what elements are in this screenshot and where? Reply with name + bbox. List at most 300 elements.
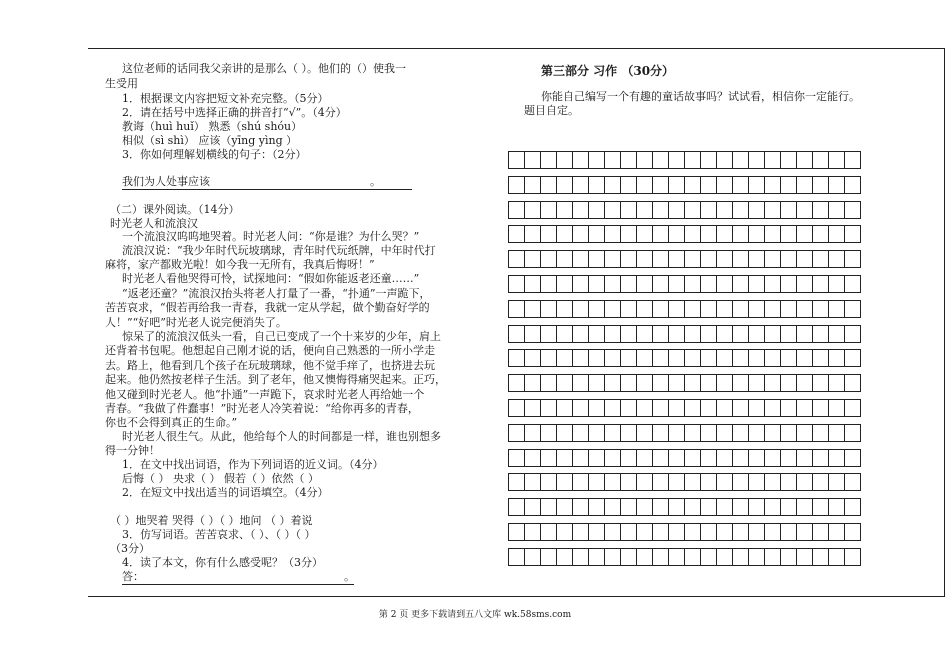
grid-cell[interactable]: [604, 424, 621, 442]
grid-cell[interactable]: [748, 176, 765, 194]
grid-cell[interactable]: [748, 498, 765, 516]
grid-cell[interactable]: [620, 250, 637, 268]
grid-cell[interactable]: [812, 325, 829, 343]
grid-cell[interactable]: [780, 523, 797, 541]
grid-cell[interactable]: [764, 250, 781, 268]
grid-cell[interactable]: [796, 275, 813, 293]
grid-cell[interactable]: [636, 201, 653, 219]
grid-cell[interactable]: [556, 473, 573, 491]
grid-cell[interactable]: [668, 250, 685, 268]
grid-cell[interactable]: [620, 275, 637, 293]
grid-cell[interactable]: [684, 151, 701, 169]
grid-cell[interactable]: [652, 473, 669, 491]
grid-cell[interactable]: [812, 151, 829, 169]
grid-cell[interactable]: [540, 523, 557, 541]
grid-cell[interactable]: [636, 300, 653, 318]
grid-cell[interactable]: [684, 325, 701, 343]
grid-cell[interactable]: [812, 201, 829, 219]
grid-cell[interactable]: [556, 151, 573, 169]
grid-cell[interactable]: [524, 523, 541, 541]
grid-cell[interactable]: [604, 325, 621, 343]
grid-cell[interactable]: [716, 548, 733, 566]
grid-cell[interactable]: [684, 300, 701, 318]
grid-cell[interactable]: [572, 498, 589, 516]
grid-cell[interactable]: [556, 225, 573, 243]
grid-cell[interactable]: [620, 523, 637, 541]
grid-cell[interactable]: [764, 225, 781, 243]
grid-cell[interactable]: [556, 176, 573, 194]
grid-cell[interactable]: [732, 498, 749, 516]
grid-cell[interactable]: [540, 201, 557, 219]
grid-cell[interactable]: [524, 349, 541, 367]
grid-cell[interactable]: [508, 374, 525, 392]
grid-cell[interactable]: [748, 449, 765, 467]
grid-cell[interactable]: [780, 449, 797, 467]
grid-cell[interactable]: [588, 275, 605, 293]
grid-cell[interactable]: [572, 250, 589, 268]
grid-cell[interactable]: [812, 424, 829, 442]
grid-cell[interactable]: [636, 523, 653, 541]
grid-cell[interactable]: [604, 201, 621, 219]
grid-cell[interactable]: [844, 250, 861, 268]
grid-cell[interactable]: [636, 498, 653, 516]
grid-cell[interactable]: [540, 250, 557, 268]
grid-cell[interactable]: [780, 250, 797, 268]
grid-cell[interactable]: [780, 325, 797, 343]
grid-cell[interactable]: [636, 325, 653, 343]
grid-cell[interactable]: [780, 275, 797, 293]
grid-cell[interactable]: [812, 300, 829, 318]
grid-cell[interactable]: [748, 275, 765, 293]
grid-cell[interactable]: [796, 548, 813, 566]
grid-cell[interactable]: [828, 151, 845, 169]
grid-cell[interactable]: [732, 424, 749, 442]
grid-cell[interactable]: [588, 201, 605, 219]
grid-cell[interactable]: [620, 151, 637, 169]
grid-cell[interactable]: [508, 548, 525, 566]
grid-cell[interactable]: [588, 424, 605, 442]
grid-cell[interactable]: [812, 225, 829, 243]
grid-cell[interactable]: [716, 300, 733, 318]
grid-cell[interactable]: [572, 325, 589, 343]
grid-cell[interactable]: [540, 473, 557, 491]
grid-cell[interactable]: [508, 176, 525, 194]
grid-cell[interactable]: [588, 300, 605, 318]
grid-cell[interactable]: [812, 275, 829, 293]
grid-cell[interactable]: [780, 300, 797, 318]
grid-cell[interactable]: [668, 176, 685, 194]
grid-cell[interactable]: [844, 548, 861, 566]
grid-cell[interactable]: [748, 548, 765, 566]
grid-cell[interactable]: [524, 473, 541, 491]
grid-cell[interactable]: [716, 498, 733, 516]
grid-cell[interactable]: [700, 275, 717, 293]
grid-cell[interactable]: [524, 374, 541, 392]
grid-cell[interactable]: [716, 250, 733, 268]
grid-cell[interactable]: [748, 250, 765, 268]
grid-cell[interactable]: [844, 424, 861, 442]
grid-cell[interactable]: [636, 424, 653, 442]
grid-cell[interactable]: [732, 374, 749, 392]
grid-cell[interactable]: [748, 325, 765, 343]
grid-cell[interactable]: [796, 399, 813, 417]
grid-cell[interactable]: [844, 349, 861, 367]
grid-cell[interactable]: [620, 225, 637, 243]
grid-cell[interactable]: [508, 325, 525, 343]
grid-cell[interactable]: [652, 349, 669, 367]
grid-cell[interactable]: [524, 424, 541, 442]
grid-cell[interactable]: [700, 300, 717, 318]
grid-cell[interactable]: [684, 548, 701, 566]
grid-cell[interactable]: [684, 523, 701, 541]
grid-cell[interactable]: [716, 201, 733, 219]
grid-cell[interactable]: [732, 548, 749, 566]
grid-cell[interactable]: [828, 473, 845, 491]
grid-cell[interactable]: [764, 473, 781, 491]
grid-cell[interactable]: [636, 473, 653, 491]
grid-cell[interactable]: [716, 399, 733, 417]
grid-cell[interactable]: [588, 225, 605, 243]
grid-cell[interactable]: [652, 325, 669, 343]
grid-cell[interactable]: [684, 498, 701, 516]
grid-cell[interactable]: [812, 250, 829, 268]
grid-cell[interactable]: [764, 201, 781, 219]
grid-cell[interactable]: [796, 449, 813, 467]
grid-cell[interactable]: [828, 201, 845, 219]
grid-cell[interactable]: [764, 449, 781, 467]
grid-cell[interactable]: [556, 523, 573, 541]
grid-cell[interactable]: [604, 473, 621, 491]
grid-cell[interactable]: [508, 300, 525, 318]
grid-cell[interactable]: [684, 201, 701, 219]
grid-cell[interactable]: [748, 523, 765, 541]
grid-cell[interactable]: [604, 498, 621, 516]
grid-cell[interactable]: [684, 374, 701, 392]
grid-cell[interactable]: [652, 225, 669, 243]
grid-cell[interactable]: [700, 473, 717, 491]
grid-cell[interactable]: [540, 548, 557, 566]
grid-cell[interactable]: [604, 449, 621, 467]
grid-cell[interactable]: [684, 250, 701, 268]
grid-cell[interactable]: [652, 374, 669, 392]
grid-cell[interactable]: [844, 300, 861, 318]
grid-cell[interactable]: [796, 151, 813, 169]
grid-cell[interactable]: [828, 424, 845, 442]
grid-cell[interactable]: [540, 225, 557, 243]
grid-cell[interactable]: [652, 424, 669, 442]
grid-cell[interactable]: [684, 275, 701, 293]
grid-cell[interactable]: [556, 201, 573, 219]
grid-cell[interactable]: [572, 201, 589, 219]
grid-cell[interactable]: [732, 151, 749, 169]
grid-cell[interactable]: [668, 325, 685, 343]
grid-cell[interactable]: [508, 424, 525, 442]
grid-cell[interactable]: [524, 250, 541, 268]
grid-cell[interactable]: [636, 449, 653, 467]
grid-cell[interactable]: [524, 449, 541, 467]
grid-cell[interactable]: [716, 523, 733, 541]
grid-cell[interactable]: [556, 275, 573, 293]
grid-cell[interactable]: [508, 473, 525, 491]
grid-cell[interactable]: [828, 325, 845, 343]
grid-cell[interactable]: [748, 201, 765, 219]
grid-cell[interactable]: [668, 275, 685, 293]
grid-cell[interactable]: [764, 374, 781, 392]
grid-cell[interactable]: [588, 250, 605, 268]
grid-cell[interactable]: [604, 225, 621, 243]
grid-cell[interactable]: [636, 399, 653, 417]
grid-cell[interactable]: [764, 498, 781, 516]
grid-cell[interactable]: [556, 548, 573, 566]
grid-cell[interactable]: [604, 523, 621, 541]
grid-cell[interactable]: [636, 250, 653, 268]
grid-cell[interactable]: [748, 374, 765, 392]
grid-cell[interactable]: [620, 201, 637, 219]
grid-cell[interactable]: [572, 473, 589, 491]
grid-cell[interactable]: [844, 498, 861, 516]
grid-cell[interactable]: [524, 548, 541, 566]
grid-cell[interactable]: [556, 325, 573, 343]
grid-cell[interactable]: [796, 250, 813, 268]
grid-cell[interactable]: [620, 473, 637, 491]
grid-cell[interactable]: [796, 473, 813, 491]
grid-cell[interactable]: [796, 424, 813, 442]
grid-cell[interactable]: [828, 523, 845, 541]
grid-cell[interactable]: [588, 399, 605, 417]
grid-cell[interactable]: [652, 250, 669, 268]
grid-cell[interactable]: [844, 374, 861, 392]
grid-cell[interactable]: [652, 548, 669, 566]
grid-cell[interactable]: [652, 523, 669, 541]
grid-cell[interactable]: [780, 349, 797, 367]
grid-cell[interactable]: [604, 349, 621, 367]
grid-cell[interactable]: [780, 201, 797, 219]
grid-cell[interactable]: [572, 449, 589, 467]
grid-cell[interactable]: [604, 399, 621, 417]
grid-cell[interactable]: [508, 449, 525, 467]
grid-cell[interactable]: [524, 498, 541, 516]
grid-cell[interactable]: [828, 300, 845, 318]
grid-cell[interactable]: [700, 523, 717, 541]
grid-cell[interactable]: [668, 349, 685, 367]
grid-cell[interactable]: [540, 349, 557, 367]
grid-cell[interactable]: [700, 424, 717, 442]
grid-cell[interactable]: [780, 399, 797, 417]
grid-cell[interactable]: [540, 176, 557, 194]
grid-cell[interactable]: [588, 523, 605, 541]
grid-cell[interactable]: [844, 225, 861, 243]
grid-cell[interactable]: [652, 176, 669, 194]
grid-cell[interactable]: [556, 449, 573, 467]
grid-cell[interactable]: [748, 399, 765, 417]
grid-cell[interactable]: [540, 300, 557, 318]
grid-cell[interactable]: [812, 449, 829, 467]
grid-cell[interactable]: [700, 176, 717, 194]
grid-cell[interactable]: [620, 498, 637, 516]
grid-cell[interactable]: [764, 151, 781, 169]
grid-cell[interactable]: [812, 523, 829, 541]
grid-cell[interactable]: [796, 374, 813, 392]
grid-cell[interactable]: [812, 374, 829, 392]
grid-cell[interactable]: [604, 275, 621, 293]
grid-cell[interactable]: [540, 399, 557, 417]
grid-cell[interactable]: [732, 349, 749, 367]
grid-cell[interactable]: [796, 225, 813, 243]
grid-cell[interactable]: [540, 374, 557, 392]
grid-cell[interactable]: [828, 225, 845, 243]
grid-cell[interactable]: [668, 201, 685, 219]
grid-cell[interactable]: [620, 424, 637, 442]
grid-cell[interactable]: [668, 424, 685, 442]
grid-cell[interactable]: [572, 424, 589, 442]
grid-cell[interactable]: [748, 424, 765, 442]
grid-cell[interactable]: [620, 399, 637, 417]
grid-cell[interactable]: [620, 325, 637, 343]
grid-cell[interactable]: [604, 374, 621, 392]
grid-cell[interactable]: [508, 349, 525, 367]
grid-cell[interactable]: [668, 151, 685, 169]
grid-cell[interactable]: [732, 275, 749, 293]
grid-cell[interactable]: [668, 374, 685, 392]
grid-cell[interactable]: [572, 225, 589, 243]
grid-cell[interactable]: [700, 498, 717, 516]
grid-cell[interactable]: [556, 374, 573, 392]
grid-cell[interactable]: [764, 548, 781, 566]
grid-cell[interactable]: [764, 349, 781, 367]
grid-cell[interactable]: [732, 250, 749, 268]
grid-cell[interactable]: [828, 349, 845, 367]
grid-cell[interactable]: [716, 473, 733, 491]
grid-cell[interactable]: [684, 225, 701, 243]
grid-cell[interactable]: [604, 250, 621, 268]
grid-cell[interactable]: [828, 275, 845, 293]
grid-cell[interactable]: [732, 201, 749, 219]
grid-cell[interactable]: [812, 548, 829, 566]
grid-cell[interactable]: [588, 498, 605, 516]
grid-cell[interactable]: [508, 201, 525, 219]
grid-cell[interactable]: [700, 201, 717, 219]
grid-cell[interactable]: [556, 250, 573, 268]
grid-cell[interactable]: [588, 325, 605, 343]
grid-cell[interactable]: [716, 349, 733, 367]
grid-cell[interactable]: [540, 424, 557, 442]
grid-cell[interactable]: [700, 225, 717, 243]
grid-cell[interactable]: [812, 473, 829, 491]
grid-cell[interactable]: [636, 374, 653, 392]
grid-cell[interactable]: [828, 548, 845, 566]
grid-cell[interactable]: [844, 523, 861, 541]
grid-cell[interactable]: [828, 176, 845, 194]
grid-cell[interactable]: [508, 250, 525, 268]
grid-cell[interactable]: [668, 449, 685, 467]
grid-cell[interactable]: [764, 523, 781, 541]
grid-cell[interactable]: [700, 374, 717, 392]
grid-cell[interactable]: [716, 325, 733, 343]
grid-cell[interactable]: [764, 424, 781, 442]
grid-cell[interactable]: [764, 275, 781, 293]
grid-cell[interactable]: [844, 399, 861, 417]
grid-cell[interactable]: [620, 300, 637, 318]
grid-cell[interactable]: [796, 498, 813, 516]
grid-cell[interactable]: [652, 498, 669, 516]
grid-cell[interactable]: [684, 176, 701, 194]
grid-cell[interactable]: [556, 424, 573, 442]
grid-cell[interactable]: [828, 374, 845, 392]
grid-cell[interactable]: [748, 473, 765, 491]
grid-cell[interactable]: [684, 473, 701, 491]
grid-cell[interactable]: [588, 349, 605, 367]
grid-cell[interactable]: [572, 275, 589, 293]
grid-cell[interactable]: [524, 300, 541, 318]
grid-cell[interactable]: [524, 201, 541, 219]
grid-cell[interactable]: [636, 548, 653, 566]
grid-cell[interactable]: [844, 151, 861, 169]
grid-cell[interactable]: [700, 399, 717, 417]
grid-cell[interactable]: [572, 176, 589, 194]
grid-cell[interactable]: [812, 399, 829, 417]
grid-cell[interactable]: [796, 523, 813, 541]
grid-cell[interactable]: [748, 349, 765, 367]
grid-cell[interactable]: [780, 374, 797, 392]
grid-cell[interactable]: [524, 151, 541, 169]
grid-cell[interactable]: [716, 275, 733, 293]
grid-cell[interactable]: [668, 523, 685, 541]
grid-cell[interactable]: [716, 449, 733, 467]
grid-cell[interactable]: [732, 325, 749, 343]
grid-cell[interactable]: [588, 449, 605, 467]
grid-cell[interactable]: [732, 225, 749, 243]
grid-cell[interactable]: [604, 300, 621, 318]
grid-cell[interactable]: [508, 498, 525, 516]
grid-cell[interactable]: [588, 473, 605, 491]
grid-cell[interactable]: [620, 449, 637, 467]
grid-cell[interactable]: [780, 498, 797, 516]
grid-cell[interactable]: [524, 225, 541, 243]
grid-cell[interactable]: [844, 201, 861, 219]
grid-cell[interactable]: [620, 374, 637, 392]
grid-cell[interactable]: [636, 349, 653, 367]
grid-cell[interactable]: [812, 498, 829, 516]
grid-cell[interactable]: [716, 176, 733, 194]
grid-cell[interactable]: [844, 473, 861, 491]
grid-cell[interactable]: [844, 275, 861, 293]
grid-cell[interactable]: [844, 176, 861, 194]
grid-cell[interactable]: [524, 176, 541, 194]
grid-cell[interactable]: [764, 176, 781, 194]
grid-cell[interactable]: [700, 449, 717, 467]
grid-cell[interactable]: [796, 201, 813, 219]
grid-cell[interactable]: [588, 151, 605, 169]
grid-cell[interactable]: [604, 151, 621, 169]
grid-cell[interactable]: [748, 151, 765, 169]
grid-cell[interactable]: [748, 225, 765, 243]
grid-cell[interactable]: [620, 548, 637, 566]
grid-cell[interactable]: [700, 548, 717, 566]
grid-cell[interactable]: [780, 151, 797, 169]
grid-cell[interactable]: [828, 250, 845, 268]
grid-cell[interactable]: [540, 498, 557, 516]
grid-cell[interactable]: [604, 548, 621, 566]
grid-cell[interactable]: [684, 399, 701, 417]
grid-cell[interactable]: [764, 300, 781, 318]
grid-cell[interactable]: [748, 300, 765, 318]
grid-cell[interactable]: [684, 349, 701, 367]
grid-cell[interactable]: [540, 275, 557, 293]
grid-cell[interactable]: [716, 151, 733, 169]
grid-cell[interactable]: [716, 424, 733, 442]
grid-cell[interactable]: [780, 424, 797, 442]
grid-cell[interactable]: [508, 523, 525, 541]
